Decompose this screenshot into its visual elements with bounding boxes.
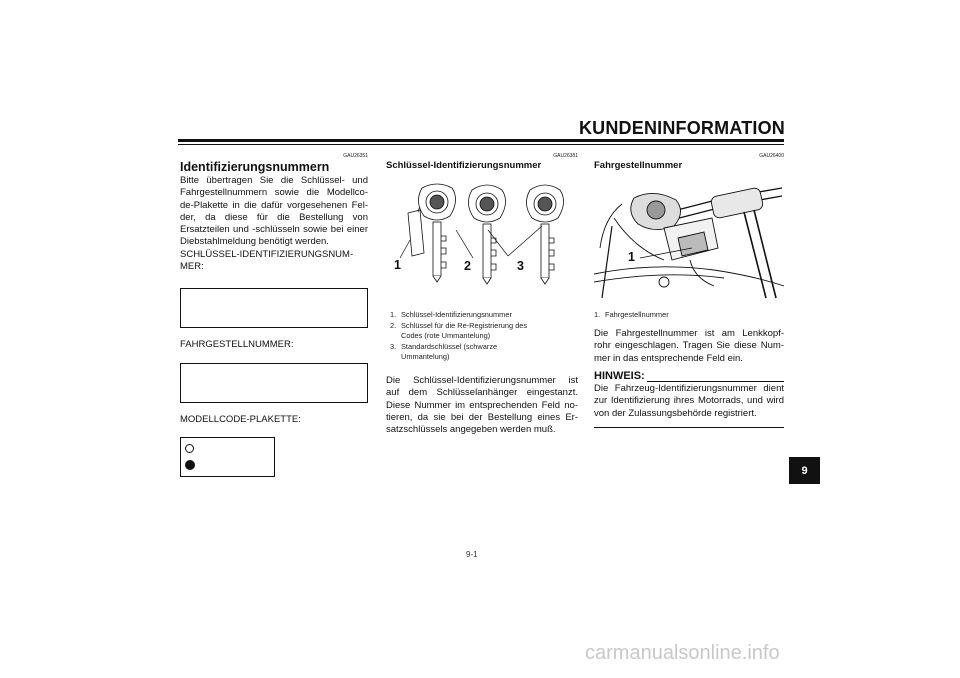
caption-item (390, 342, 580, 363)
caption-number: 1. (390, 310, 397, 319)
text-line: tieren, da sie bei der Bestellung eines Er- (386, 411, 578, 423)
model-plate-field (180, 437, 275, 477)
text-line: Die Schlüssel-Identifizierungsnummer ist (386, 375, 578, 386)
section-heading: Identifizierungsnummern (180, 160, 330, 174)
note-title: HINWEIS: (594, 370, 645, 382)
key-number-field (180, 288, 368, 328)
section-heading: Schlüssel-Identifizierungsnummer (386, 160, 542, 171)
keys-illustration (392, 178, 582, 298)
caption-item (390, 310, 580, 321)
text-line: de-Plakette in die dafür vorgesehenen Fel- (180, 199, 368, 211)
caption-text: Fahrgestellnummer (605, 310, 669, 319)
section-code: GAU26381 (553, 153, 578, 159)
frame-number-field (180, 363, 368, 403)
caption-text: Standardschlüssel (schwarze Ummantelung) (401, 341, 498, 361)
caption-number: 2. (390, 320, 397, 330)
frame-number-label: FAHRGESTELLNUMMER: (180, 339, 294, 350)
text-line: Bitte übertragen Sie die Schlüssel- und (180, 175, 368, 186)
keys-caption-list (390, 310, 580, 363)
text-line: mer in das entsprechende Feld ein. (594, 352, 743, 364)
model-plate-label: MODELLCODE-PLAKETTE: (180, 414, 301, 425)
text-line: der, da diese für die Bestellung von (180, 211, 368, 223)
text-line: Diebstahlmeldung benötigt werden. (180, 236, 329, 248)
section-code: GAU26351 (343, 153, 368, 159)
section-heading: Fahrgestellnummer (594, 160, 683, 171)
text-line: satzschlüssels angegeben werden muß. (386, 424, 556, 436)
header-rule-thick (178, 139, 784, 142)
callout-3: 3 (517, 259, 524, 273)
caption-text: Schlüssel für die Re-Registrierung des Codes (rote Ummantelung) (401, 320, 528, 340)
text-line: von der Zulassungsbehörde registriert. (594, 407, 757, 419)
text-line: MER: (180, 261, 204, 273)
page-title: KUNDENINFORMATION (578, 118, 785, 138)
watermark: carmanualsonline.info (585, 642, 780, 664)
frame-caption (594, 310, 784, 321)
section-code: GAU26400 (759, 153, 784, 159)
text-line: Diese Nummer im entsprechenden Feld no- (386, 399, 578, 411)
callout-2: 2 (464, 259, 471, 273)
intro-paragraph (180, 175, 368, 273)
text-line: Fahrgestellnummern sowie die Modellco- (180, 187, 368, 199)
header-rule-thin (178, 144, 784, 145)
filled-circle-icon (185, 460, 195, 470)
page-number: 9-1 (466, 550, 478, 559)
text-line: Ersatzteilen und -schlüsseln sowie bei einer (180, 224, 368, 236)
note-rule (647, 381, 784, 382)
callout-1: 1 (394, 258, 401, 272)
note-end-rule (594, 427, 784, 428)
caption-item (390, 321, 580, 342)
text-line: SCHLÜSSEL-IDENTIFIZIERUNGSNUM- (180, 248, 354, 260)
frame-paragraph (594, 328, 784, 365)
caption-item (594, 310, 784, 321)
open-circle-icon (185, 444, 194, 453)
text-line: rohr eingeschlagen. Tragen Sie diese Num- (594, 340, 784, 352)
chapter-tab: 9 (789, 457, 820, 484)
note-text (594, 383, 784, 420)
text-line: zur Identifizierung ihres Motorrads, und wird (594, 395, 784, 407)
key-2 (468, 185, 505, 284)
key-1 (418, 184, 455, 282)
text-line: auf dem Schlüsselanhänger eingestanzt. (386, 387, 578, 399)
caption-number: 1. (594, 310, 601, 319)
caption-text: Schlüssel-Identifizierungsnummer (401, 310, 512, 319)
caption-number: 3. (390, 341, 397, 351)
text-line: Die Fahrgestellnummer ist am Lenkkopf- (594, 328, 784, 339)
text-line: Die Fahrzeug-Identifizierungsnummer dient (594, 383, 784, 394)
key-paragraph (386, 375, 578, 436)
frame-number-illustration (594, 178, 784, 300)
callout-1: 1 (628, 250, 635, 264)
